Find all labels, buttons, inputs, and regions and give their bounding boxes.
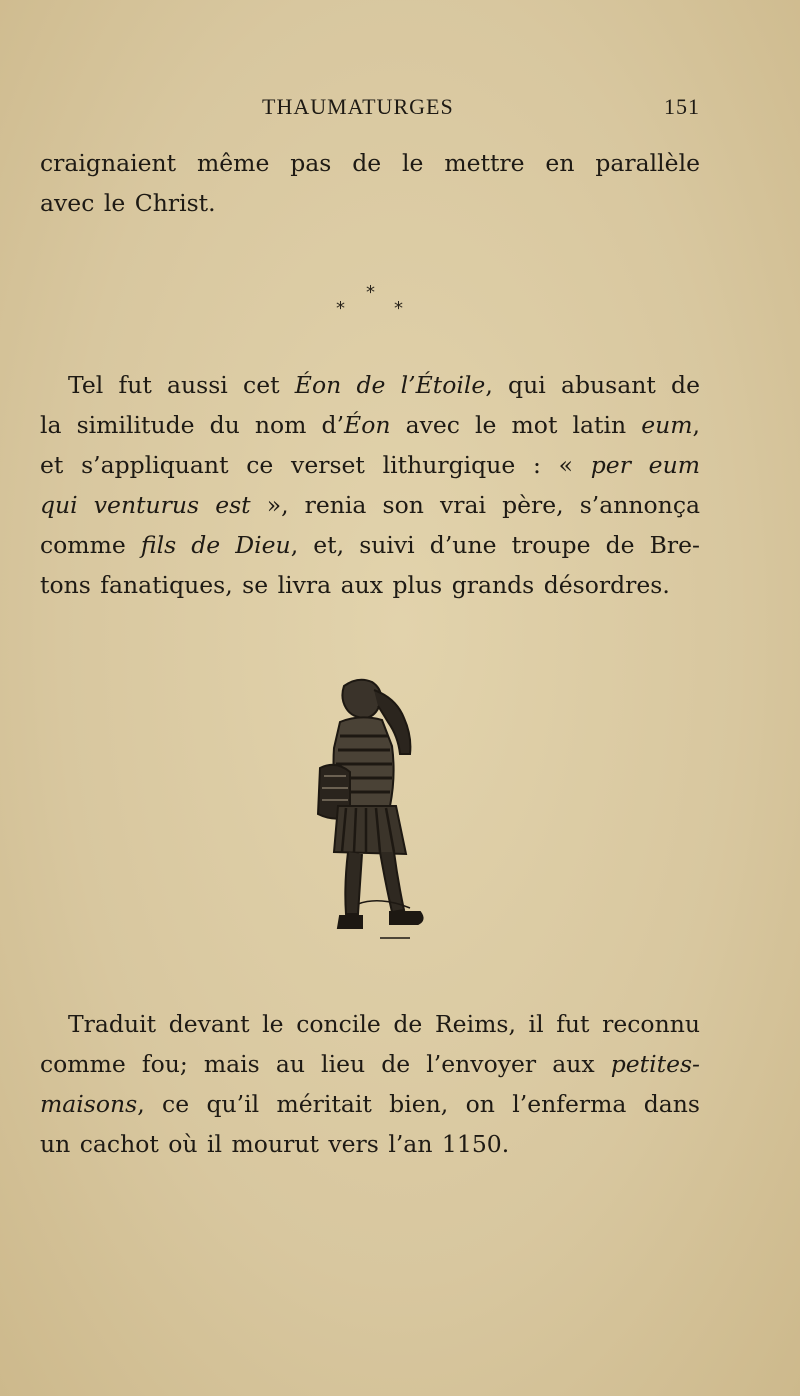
text-run: et s’appliquant ce verset lithurgique : « bbox=[40, 451, 591, 479]
text-run: , ce qu’il méritait bien, on l’enferma dans bbox=[137, 1090, 700, 1118]
text-run: , bbox=[692, 411, 700, 439]
italic-run: eum bbox=[641, 411, 693, 439]
italic-run: qui venturus est bbox=[40, 491, 251, 519]
asterisk: * bbox=[336, 298, 345, 319]
text-line: Traduit devant le concile de Reims, il fut reconnu bbox=[68, 1010, 700, 1038]
text-line bbox=[40, 405, 700, 445]
asterisk: * bbox=[366, 282, 375, 303]
italic-run: maisons bbox=[40, 1090, 138, 1118]
text-run: , qui abusant de bbox=[485, 371, 700, 399]
italic-run: Éon bbox=[344, 411, 391, 439]
text-line bbox=[40, 365, 700, 405]
page-number: 151 bbox=[664, 94, 700, 119]
text-line bbox=[40, 1044, 700, 1084]
text-line bbox=[40, 445, 700, 485]
text-run: Tel fut aussi cet bbox=[68, 371, 295, 399]
text-run: comme fou; mais au lieu de l’envoyer aux bbox=[40, 1050, 611, 1078]
text-run: », renia son vrai père, s’annonça bbox=[250, 491, 700, 519]
text-run: comme bbox=[40, 531, 141, 559]
text-line: tons fanatiques, se livra aux plus grands désordres. bbox=[40, 571, 670, 599]
text-line: craignaient même pas de le mettre en parallèle bbox=[40, 149, 700, 177]
italic-run: petites- bbox=[610, 1050, 700, 1078]
text-run: avec le mot latin bbox=[390, 411, 642, 439]
text-run: , et, suivi d’une troupe de Bre- bbox=[290, 531, 700, 559]
asterism bbox=[330, 282, 410, 332]
running-title: THAUMATURGES bbox=[262, 94, 454, 119]
text-line bbox=[40, 1084, 700, 1124]
italic-run: Éon de l’Étoile bbox=[294, 371, 486, 399]
text-run: la similitude du nom d’ bbox=[40, 411, 345, 439]
madman-engraving-icon bbox=[300, 676, 440, 946]
text-line: un cachot où il mourut vers l’an 1150. bbox=[40, 1130, 510, 1158]
italic-run: per eum bbox=[590, 451, 700, 479]
paragraph-3 bbox=[40, 1004, 700, 1164]
asterisk: * bbox=[394, 298, 403, 319]
text-line bbox=[40, 525, 700, 565]
text-line bbox=[40, 485, 700, 525]
italic-run: fils de Dieu bbox=[140, 531, 291, 559]
running-head bbox=[40, 94, 700, 124]
paragraph-2 bbox=[40, 365, 700, 605]
paragraph-1 bbox=[40, 143, 700, 223]
text-line: avec le Christ. bbox=[40, 189, 216, 217]
